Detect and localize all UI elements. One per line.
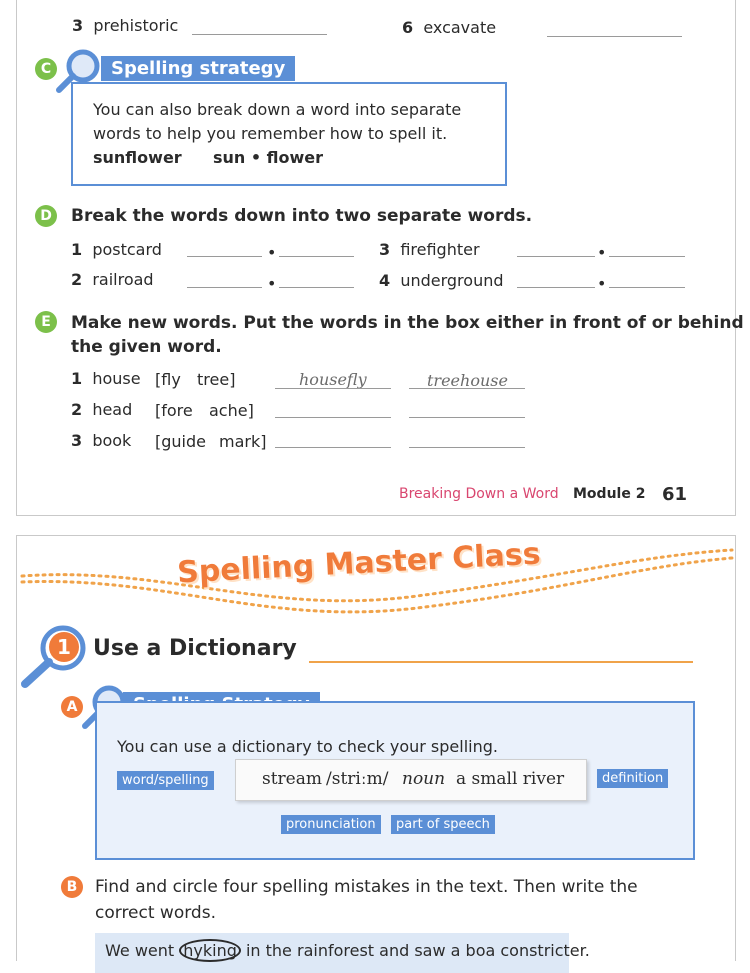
e-item-1: 1 house: [71, 369, 141, 388]
workbook-page-62: [16, 535, 736, 961]
answer-line[interactable]: [279, 256, 354, 257]
section-c-badge: C: [35, 58, 57, 80]
section-c-body-2: words to help you remember how to spell it.: [93, 124, 448, 143]
tag-definition: definition: [597, 769, 668, 788]
section-e-badge: E: [35, 311, 57, 333]
section-a-badge: A: [61, 696, 83, 718]
answer-line[interactable]: [409, 447, 525, 448]
answer-line[interactable]: [279, 287, 354, 288]
circled-mistake[interactable]: hyking: [179, 939, 241, 962]
section-d-instruction: Break the words down into two separate words.: [71, 206, 533, 226]
section-b-text-box: [95, 933, 590, 973]
item-6-excavate: 6 excavate: [402, 18, 497, 37]
d-item-3: 3 firefighter: [379, 240, 480, 259]
section-c-example-split: sun • flower: [213, 148, 324, 167]
footer-chapter: Breaking Down a Word: [399, 486, 559, 502]
section-c-body-1: You can also break down a word into separate: [93, 100, 462, 119]
answer-line[interactable]: [275, 417, 391, 418]
section-b-badge: B: [61, 876, 83, 898]
item-3-prehistoric: 3 prehistoric: [72, 16, 179, 35]
dictionary-entry: stream /striːm/ noun a small river: [235, 759, 587, 801]
section-c-example-word: sunflower: [93, 148, 182, 167]
d-item-4: 4 underground: [379, 271, 504, 290]
banner-title: Spelling Master Class: [176, 536, 542, 591]
section-b-instruction-1: Find and circle four spelling mistakes in the text. Then write the: [95, 877, 638, 897]
section-1-number: 1: [49, 632, 79, 662]
workbook-page-61: 3 prehistoric 6 excavate C Spelling strategy You can also break down a word into separate words to help you remember how to spell it. sunflower sun • flower D Break the words down into two separate words. 1 postcard • 3 firefighter • 2 railroad • 4 underground • E Make new words. Put the words in the box either in front of or behind the given word. 1 house [fly tree] housefly treehouse 2 head [fore ache] 3 book [guide mark] Breaking Down a Word Module 2 61: [16, 0, 736, 516]
section-a-box: [95, 701, 695, 860]
answer-housefly: housefly: [299, 370, 367, 389]
section-c-title: Spelling strategy: [101, 56, 295, 81]
section-c-box: [71, 82, 507, 186]
answer-line[interactable]: [517, 287, 595, 288]
e-item-2: 2 head: [71, 400, 133, 419]
footer-module: Module 2: [573, 486, 646, 502]
section-e-instruction-1: Make new words. Put the words in the box either in front of or behind: [71, 313, 744, 333]
answer-line[interactable]: [275, 388, 391, 389]
answer-line[interactable]: [409, 388, 525, 389]
tag-word-spelling: word/spelling: [117, 771, 214, 790]
answer-line[interactable]: [409, 417, 525, 418]
answer-line[interactable]: [609, 287, 685, 288]
d-item-2: 2 railroad: [71, 270, 154, 289]
section-b-instruction-2: correct words.: [95, 903, 216, 923]
answer-line[interactable]: [187, 256, 262, 257]
section-1-title: Use a Dictionary: [93, 636, 297, 661]
section-d-badge: D: [35, 205, 57, 227]
d-item-1: 1 postcard: [71, 240, 162, 259]
answer-line[interactable]: [187, 287, 262, 288]
answer-line[interactable]: [609, 256, 685, 257]
e-item-3: 3 book: [71, 431, 132, 450]
answer-line[interactable]: [275, 447, 391, 448]
section-e-instruction-2: the given word.: [71, 337, 222, 357]
answer-line[interactable]: [517, 256, 595, 257]
section-a-body: You can use a dictionary to check your spelling.: [117, 737, 498, 756]
page-number: 61: [662, 484, 688, 505]
section-b-text: We went hyking in the rainforest and saw a boa constricter.: [105, 941, 590, 960]
answer-treehouse: treehouse: [427, 371, 508, 390]
tag-part-of-speech: part of speech: [391, 815, 495, 834]
tag-pronunciation: pronunciation: [281, 815, 381, 834]
